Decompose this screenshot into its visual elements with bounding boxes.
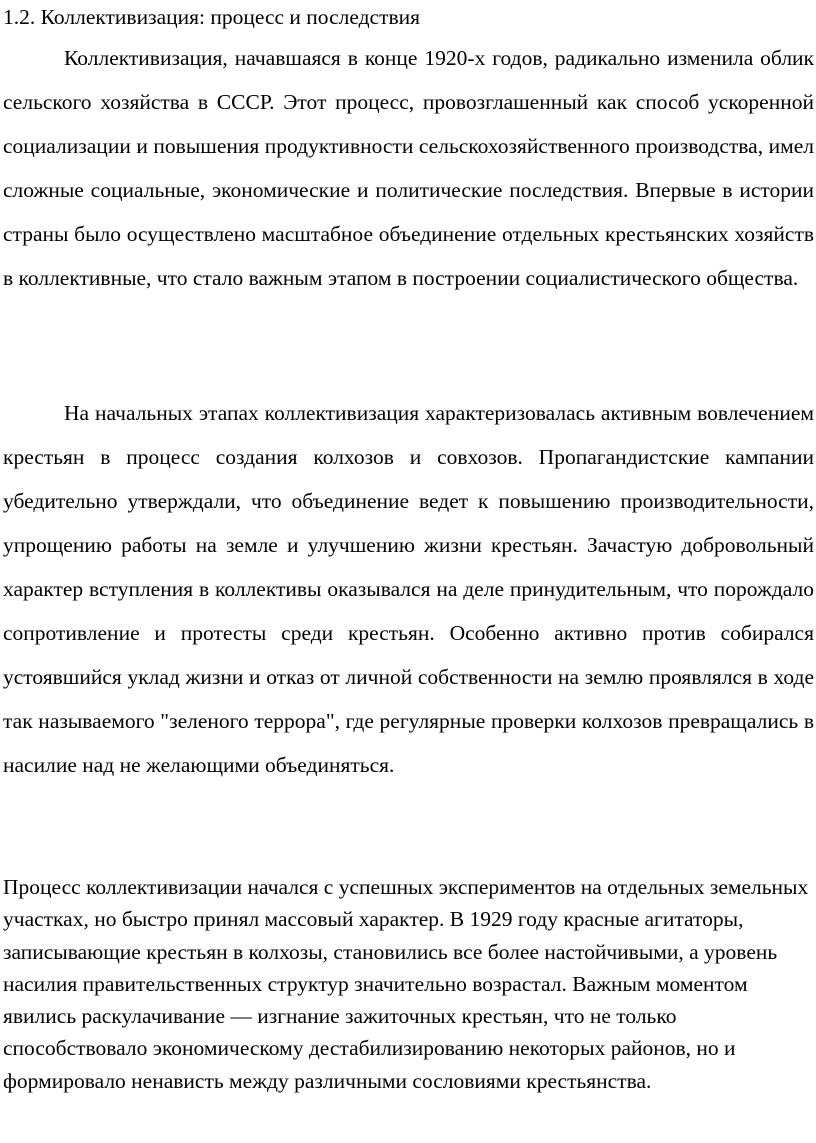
paragraph-initial-stages: На начальных этапах коллективизация характеризовалась активным вовлечением крестьян в процесс создания колхозов и совхозов. Пропагандистские кампании убедительно утверждали, что объединение ведет к повышению производительности, упрощению работы на земле и улучшению жизни крестьян. Зачастую добровольный характер вступления в коллективы оказывался на деле принудительным, что порождало сопротивление и протесты среди крестьян. Особенно активно против собирался устоявшийся уклад жизни и отказ от личной собственности на землю проявлялся в ходе так называемого "зеленого террора", где регулярные проверки колхозов превращались в насилие над не желающими объединяться. (3, 401, 814, 777)
paragraph-intro: Коллективизация, начавшаяся в конце 1920-х годов, радикально изменила облик сельского хозяйства в СССР. Этот процесс, провозглашенный как способ ускоренной социализации и повышения продуктивности сельскохозяйственного производства, имел сложные социальные, экономические и политические последствия. Впервые в истории страны было осуществлено масштабное объединение отдельных крестьянских хозяйств в коллективные, что стало важным этапом в построении социалистического общества. (3, 46, 814, 290)
paragraph-process: Процесс коллективизации начался с успешных экспериментов на отдельных земельных участках, но быстро принял массовый характер. В 1929 году красные агитаторы, записывающие крестьян в колхозы, становились все более настойчивыми, а уровень насилия правительственных структур значительно возрастал. Важным моментом явились раскулачивание — изгнание зажиточных крестьян, что не только способствовало экономическому дестабилизированию некоторых районов, но и формировало ненависть между различными сословиями крестьянства. (3, 875, 809, 1093)
section-heading: 1.2. Коллективизация: процесс и последствия (3, 5, 421, 29)
